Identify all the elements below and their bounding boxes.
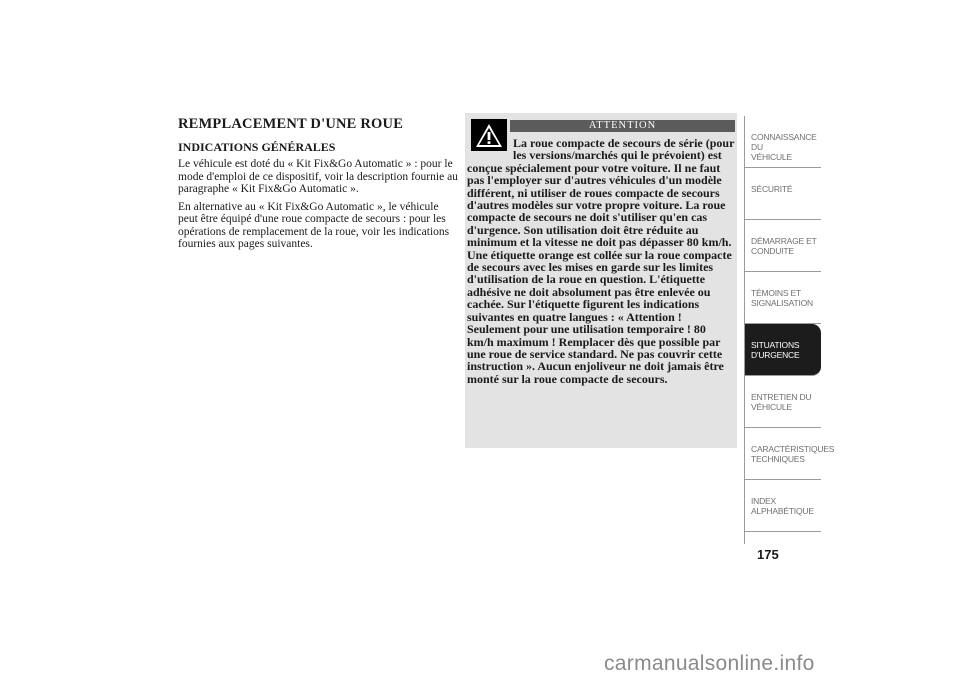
tab-securite[interactable] — [745, 168, 821, 220]
warning-header: ATTENTION — [510, 120, 735, 132]
tab-situations-d-urgence[interactable] — [745, 324, 821, 376]
tab-label: TECHNIQUES — [751, 454, 805, 464]
tab-demarrage-et-conduite[interactable] — [745, 220, 821, 272]
tab-label: VÉHICULE — [751, 402, 792, 412]
watermark: carmanualsonline.info — [604, 652, 815, 675]
tab-caracteristiques-techniques[interactable] — [745, 428, 835, 480]
subsection-title: INDICATIONS GÉNÉRALES — [178, 140, 336, 154]
tab-label: SITUATIONS — [751, 340, 800, 350]
tab-label: CARACTÉRISTIQUES — [751, 444, 835, 454]
chapter-tabs — [744, 116, 835, 544]
tab-label: DÉMARRAGE ET — [751, 236, 817, 246]
tab-label: ALPHABÉTIQUE — [751, 506, 814, 516]
page-number: 175 — [757, 547, 779, 562]
paragraph: Le véhicule est doté du « Kit Fix&Go Automatic » : pour le mode d'emploi de ce dispositif, voir la description fournie au paragraphe « Kit Fix&Go Automatic ». — [178, 158, 458, 195]
body-text — [178, 158, 458, 256]
tab-label: D'URGENCE — [751, 350, 800, 360]
tab-connaissance-du-vehicule[interactable] — [745, 116, 821, 168]
tab-label: SIGNALISATION — [751, 298, 813, 308]
tab-label: SÉCURITÉ — [751, 184, 793, 194]
tab-label: VÉHICULE — [751, 152, 792, 162]
warning-text-content: La roue compacte de secours de série (pour les versions/marchés qui le prévoient) est conçue spécialement pour votre voiture. Il ne faut pas l'employer sur d'autres véhicules d'un modèle différent, ni utiliser de roues compacte de secours d'autres modèles sur votre propre voiture. La roue compacte de secours ne doit s'utiliser qu'en cas d'urgence. Son utilisation doit être réduite au minimum et la vitesse ne doit pas dépasser 80 km/h. Une étiquette orange est collée sur la roue compacte de secours avec les mises en garde sur les limites d'utilisation de la roue en question. L'étiquette adhésive ne doit absolument pas être enlevée ou cachée. Sur l'étiquette figurent les indications suivantes en quatre langues : « Attention ! Seulement pour une utilisation temporaire ! 80 km/h maximum ! Remplacer dès que possible par une roue de service standard. Ne pas couvrir cette instruction ». Aucun enjoliveur ne doit jamais être monté sur la roue compacte de secours. — [467, 136, 735, 386]
section-title: REMPLACEMENT D'UNE ROUE — [178, 116, 404, 132]
warning-text — [467, 137, 735, 385]
tab-temoins-et-signalisation[interactable] — [745, 272, 821, 324]
tab-label: ENTRETIEN DU — [751, 392, 812, 402]
tab-label: TÉMOINS ET — [751, 288, 801, 298]
tab-entretien-du-vehicule[interactable] — [745, 376, 821, 428]
tab-index-alphabetique[interactable] — [745, 480, 821, 532]
paragraph: En alternative au « Kit Fix&Go Automatic », le véhicule peut être équipé d'une roue compacte de secours : pour les opérations de remplacement de la roue, voir les indications fournies aux pages suivantes. — [178, 200, 450, 250]
tab-label: CONNAISSANCE DU — [751, 132, 817, 152]
tab-label: CONDUITE — [751, 246, 794, 256]
warning-box — [465, 113, 737, 448]
tab-label: INDEX — [751, 496, 776, 506]
